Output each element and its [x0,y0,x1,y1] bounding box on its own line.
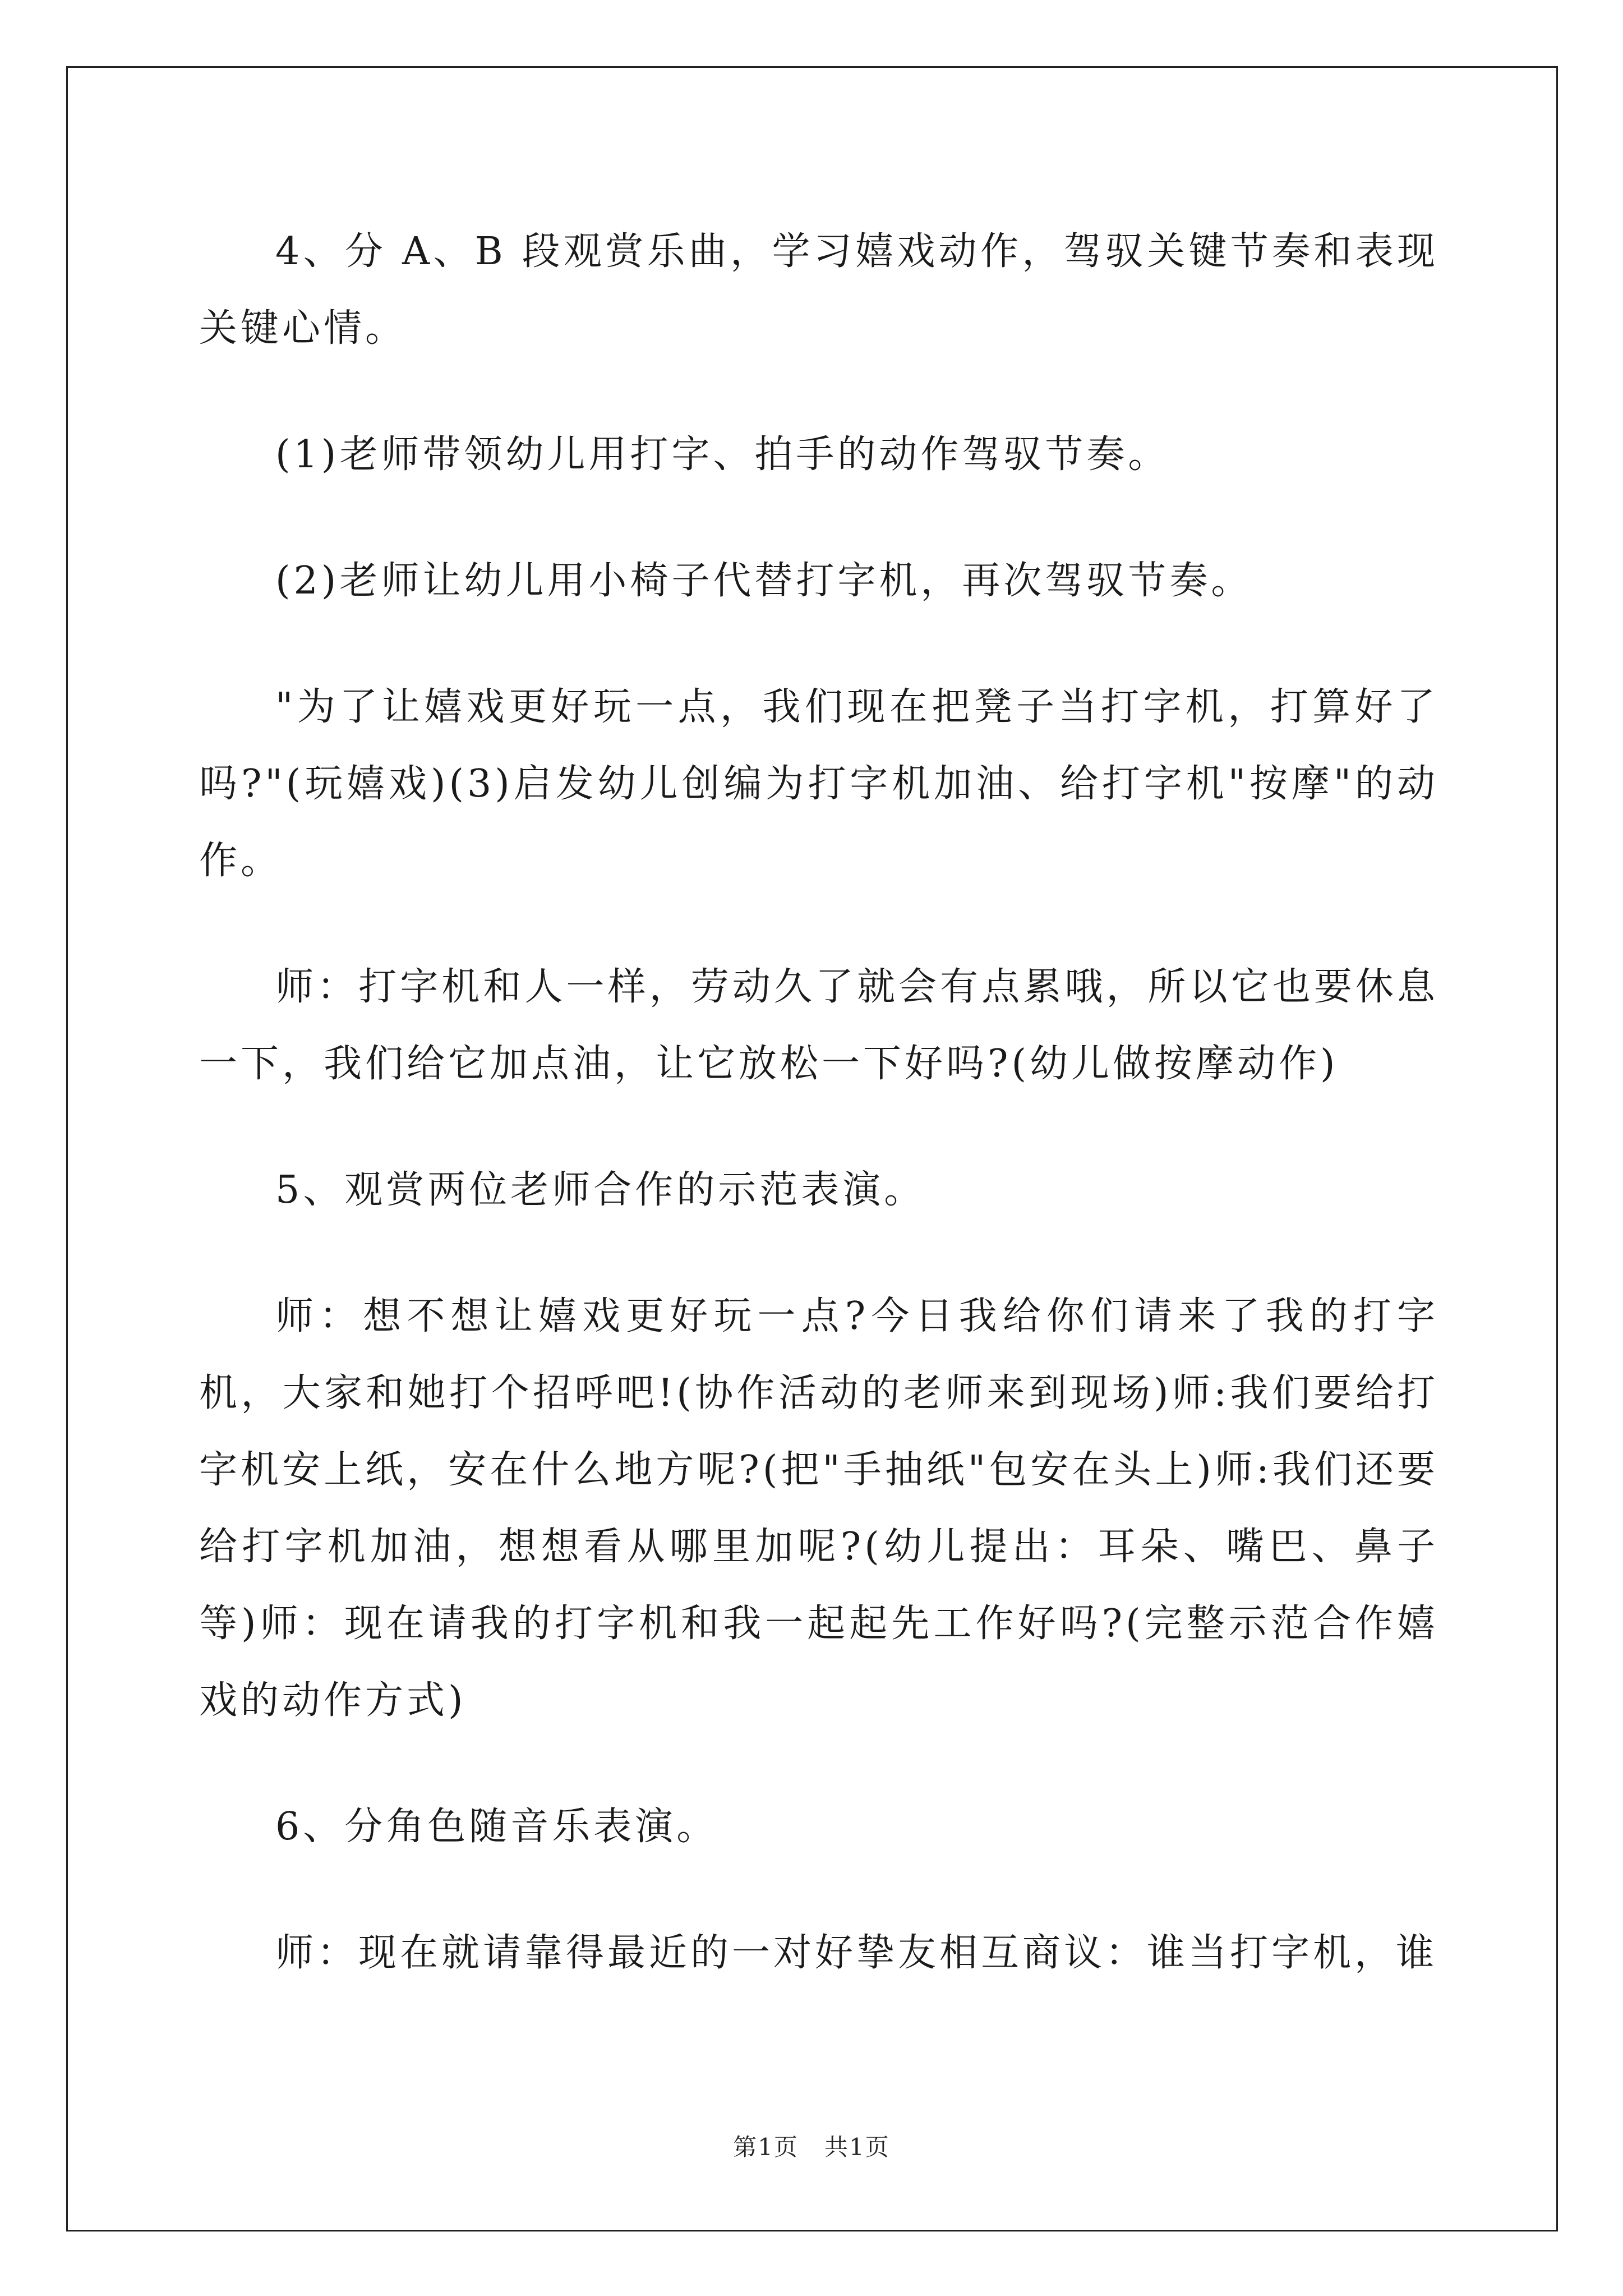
page-footer [0,2129,1623,2162]
page-number: 第1页 [733,2133,799,2161]
document-body [199,213,1438,2041]
paragraph-teacher-roles: 师：现在就请靠得最近的一对好挚友相互商议：谁当打字机，谁 [275,1931,1438,1975]
paragraph-teacher-massage: 师：打字机和人一样，劳动久了就会有点累哦，所以它也要休息一下，我们给它加点油，让它放松一下好吗?(幼儿做按摩动作) [199,965,1438,1086]
paragraph-step-5: 5、观赏两位老师合作的示范表演。 [275,1168,926,1212]
page-total: 共1页 [824,2133,890,2161]
paragraph-teacher-demo: 师：想不想让嬉戏更好玩一点?今日我给你们请来了我的打字机，大家和她打个招呼吧!(协作活动的老师来到现场)师:我们要给打字机安上纸，安在什么地方呢?(把"手抽纸"包安在头上)师:我们还要给打字机加油，想想看从哪里加呢?(幼儿提出：耳朵、嘴巴、鼻子等)师：现在请我的打字机和我一起起先工作好吗?(完整示范合作嬉戏的动作方式) [199,1294,1438,1723]
paragraph-step-4-2: (2)老师让幼儿用小椅子代替打字机，再次驾驭节奏。 [275,559,1253,603]
paragraph-step-4-quote: "为了让嬉戏更好玩一点，我们现在把凳子当打字机，打算好了吗?"(玩嬉戏)(3)启发幼儿创编为打字机加油、给打字机"按摩"的动作。 [199,685,1438,883]
paragraph-step-6: 6、分角色随音乐表演。 [275,1805,718,1849]
paragraph-step-4: 4、分 A、B 段观赏乐曲，学习嬉戏动作，驾驭关键节奏和表现关键心情。 [199,229,1438,351]
paragraph-step-4-1: (1)老师带领幼儿用打字、拍手的动作驾驭节奏。 [275,432,1170,477]
